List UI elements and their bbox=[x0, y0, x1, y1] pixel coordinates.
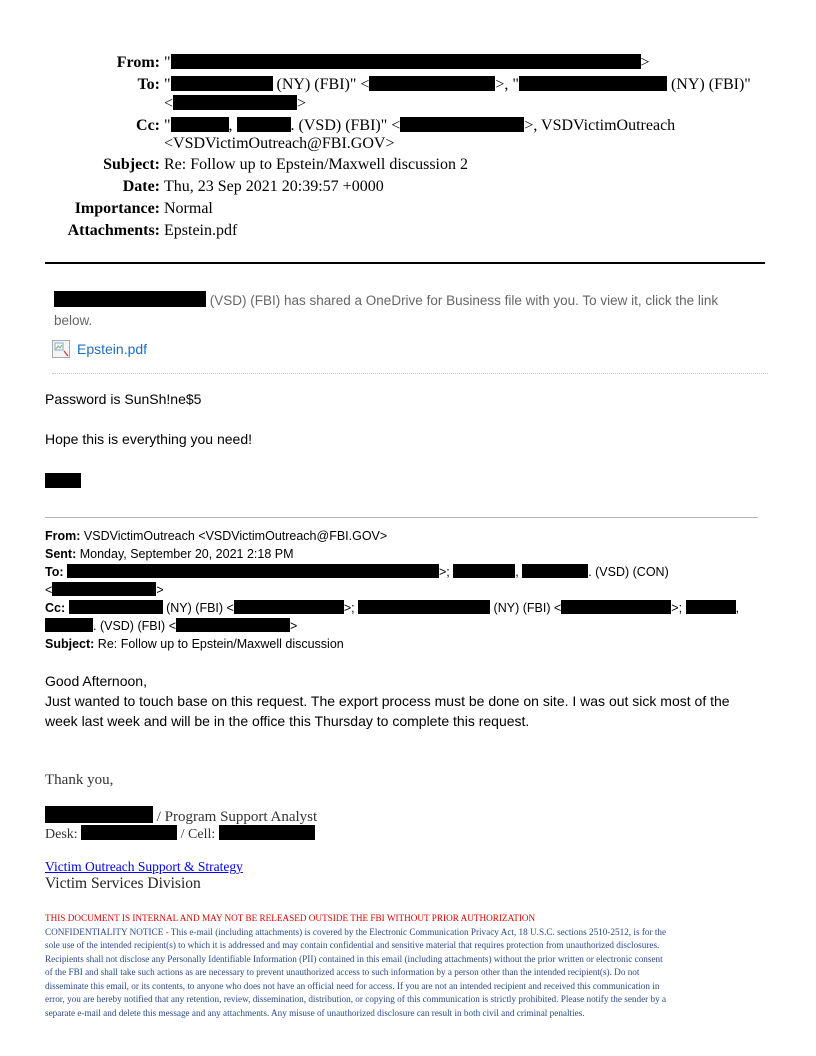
from-label: From: bbox=[116, 54, 160, 71]
password-line: Password is SunSh!ne$5 bbox=[45, 391, 202, 407]
share-divider bbox=[52, 373, 768, 374]
redaction-box bbox=[686, 600, 736, 614]
redaction-box bbox=[176, 618, 290, 632]
redaction-box bbox=[54, 291, 206, 307]
date-label: Date: bbox=[122, 178, 160, 195]
header-subject-row bbox=[0, 154, 816, 176]
signature-phone-row: Desk: / Cell: bbox=[45, 825, 315, 843]
header-to-row: To: " (NY) (FBI)" < >, " (NY) (FBI)" bbox=[0, 74, 816, 96]
cc-label: Cc: bbox=[136, 117, 160, 134]
confidentiality-notice: THIS DOCUMENT IS INTERNAL AND MAY NOT BE RELEASED OUTSIDE THE FBI WITHOUT PRIOR AUTHORIZATION CONFIDENTIALITY NOTICE - This e-mail (including attachments) is covered by the Electronic Communication Privacy Act, 18 U.S.C. sections 2510-2512, is for the sole use of the intended recipient(s) to which it is addressed and may contain confidential and sensitive material that requires protection from unauthorized disclosures. Recipients shall not disclose any Personally Identifiable Information (PII) contained in this email (including attachments) without the prior written or electronic consent of the FBI and shall take such actions as are necessary to prevent unauthorized access to such information by a person other than the intended recipient(s). Do not disseminate this email, or its contents, to anyone who does not have an official need for access. If you are not an intended recipient and received this communication in error, you are hereby notified that any retention, review, dissemination, distribution, or copying of this communication is strictly prohibited. Please notify the sender by a separate e-mail and delete this message and any attachments. Any misuse of unauthorized disclosure can result in both civil and criminal penalties. bbox=[45, 912, 780, 1020]
redaction-box bbox=[45, 806, 153, 823]
header-importance-row bbox=[0, 198, 816, 220]
redaction-box bbox=[52, 582, 156, 596]
header-attachments-row bbox=[0, 220, 816, 242]
importance-value: Normal bbox=[164, 200, 213, 217]
broken-image-icon[interactable] bbox=[52, 340, 70, 358]
redaction-box bbox=[561, 600, 671, 614]
signature-name-row: / Program Support Analyst bbox=[45, 806, 317, 826]
file-link[interactable]: Epstein.pdf bbox=[77, 341, 148, 357]
redaction-box bbox=[400, 117, 524, 132]
fwd-subject-row: Subject: Re: Follow up to Epstein/Maxwell discussion bbox=[45, 637, 344, 651]
fwd-sent-row: Sent: Monday, September 20, 2021 2:18 PM bbox=[45, 547, 294, 561]
date-value: Thu, 23 Sep 2021 20:39:57 +0000 bbox=[164, 178, 384, 195]
redaction-box bbox=[81, 825, 177, 840]
redaction-box bbox=[358, 600, 490, 614]
importance-label: Importance: bbox=[74, 200, 160, 217]
fwd-cc-row: Cc: (NY) (FBI) < >; (NY) (FBI) < >; , bbox=[45, 601, 739, 615]
redaction-box bbox=[171, 76, 273, 91]
redaction-box bbox=[453, 564, 515, 578]
unit-link[interactable]: Victim Outreach Support & Strategy bbox=[45, 859, 243, 874]
redaction-box bbox=[171, 117, 229, 132]
header-cc-row: Cc: " , . (VSD) (FBI)" < >, VSDVictimOutreach bbox=[0, 115, 816, 137]
fwd-to-row: To: >; , . (VSD) (CON) bbox=[45, 565, 669, 579]
to-label: To: bbox=[137, 76, 160, 93]
subject-value: Re: Follow up to Epstein/Maxwell discussion 2 bbox=[164, 156, 468, 173]
header-to-row-2: < > bbox=[164, 95, 307, 112]
redaction-box bbox=[369, 76, 495, 91]
fwd-to-row-2: < > bbox=[45, 583, 164, 597]
redaction-box bbox=[69, 600, 163, 614]
redaction-box bbox=[234, 600, 344, 614]
thanks-line: Thank you, bbox=[45, 772, 114, 788]
forward-divider bbox=[45, 517, 758, 518]
fwd-cc-row-2: . (VSD) (FBI) < > bbox=[45, 617, 775, 635]
share-notice: (VSD) (FBI) has shared a OneDrive for Business file with you. To view it, click the link below. bbox=[54, 293, 719, 328]
redaction-box bbox=[219, 825, 315, 840]
redaction-box bbox=[173, 95, 297, 110]
attachments-value: Epstein.pdf bbox=[164, 222, 238, 239]
forwarded-header bbox=[45, 527, 775, 653]
redaction-box bbox=[522, 564, 588, 578]
division-name: Victim Services Division bbox=[45, 875, 201, 892]
header-date-row bbox=[0, 176, 816, 198]
hope-line: Hope this is everything you need! bbox=[45, 431, 253, 447]
redacted-signature bbox=[45, 473, 81, 488]
header-cc-row-2: <VSDVictimOutreach@FBI.GOV> bbox=[164, 135, 395, 152]
internal-warning: THIS DOCUMENT IS INTERNAL AND MAY NOT BE RELEASED OUTSIDE THE FBI WITHOUT PRIOR AUTHORIZATION bbox=[45, 913, 536, 923]
redaction-box bbox=[519, 76, 667, 91]
subject-label: Subject: bbox=[103, 156, 160, 173]
header-from-row: From: " > bbox=[0, 52, 816, 74]
forwarded-body: Good Afternoon, Just wanted to touch base on this request. The export process must be done on site. I was out sick most of the week last week and will be in the office this Thursday to complete this request. bbox=[45, 671, 775, 731]
redaction-box bbox=[171, 54, 641, 69]
redaction-box bbox=[237, 117, 291, 132]
redaction-box bbox=[45, 618, 93, 632]
header-divider bbox=[45, 262, 765, 264]
redaction-box bbox=[67, 564, 439, 578]
attachments-label: Attachments: bbox=[67, 222, 160, 239]
fwd-from-row: From: VSDVictimOutreach <VSDVictimOutreach@FBI.GOV> bbox=[45, 529, 388, 543]
greeting: Good Afternoon, bbox=[45, 673, 147, 689]
